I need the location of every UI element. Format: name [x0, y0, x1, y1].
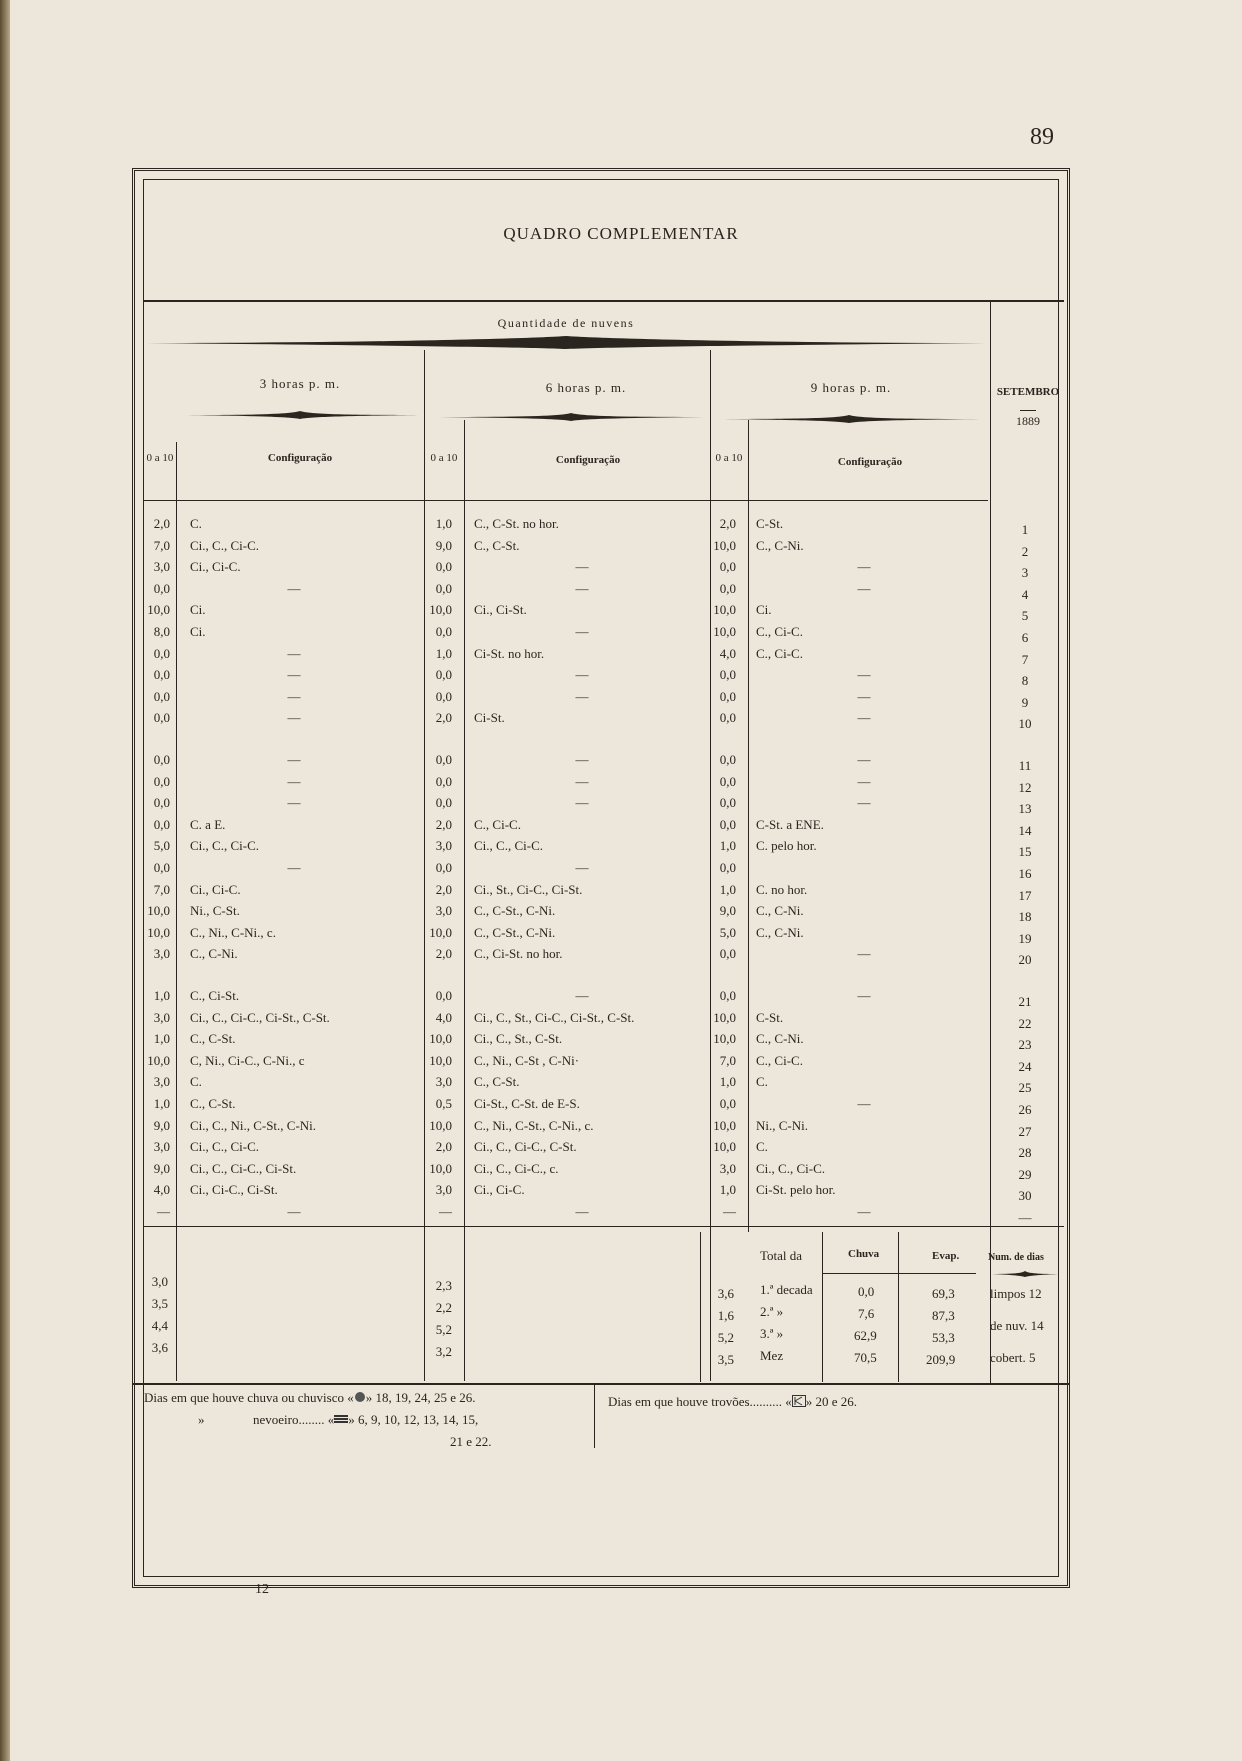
- cloud-config-9pm: Ni., C-Ni.: [756, 1117, 808, 1133]
- cloud-config-3pm: —: [287, 1204, 301, 1219]
- cloud-config-9pm: C., C-Ni.: [756, 537, 804, 553]
- cloud-amount-9pm: 0,0: [719, 1096, 736, 1111]
- cloud-config-3pm: C.: [190, 1074, 202, 1090]
- cloud-amount-3pm: 7,0: [153, 881, 170, 897]
- cloud-config-9pm: C., C-Ni.: [756, 924, 804, 940]
- cloud-amount-6pm: 9,0: [435, 537, 452, 553]
- cloud-config-6pm: —: [575, 773, 589, 789]
- day-number: 18: [1018, 909, 1032, 925]
- cloud-config-3pm: —: [287, 795, 301, 811]
- col-scale-3pm: 0 a 10: [146, 452, 174, 464]
- num-days-ornament: [990, 1270, 1060, 1278]
- cloud-amount-9pm: 3,0: [719, 1160, 736, 1176]
- cloud-config-3pm: Ci., C., Ci-C., Ci-St.: [190, 1160, 297, 1176]
- cloud-amount-9pm: 0,0: [719, 795, 736, 811]
- period-9pm: 9 horas p. m.: [810, 380, 892, 395]
- cloud-config-9pm: —: [857, 710, 871, 726]
- cloud-amount-9pm: 0,0: [719, 773, 736, 789]
- cloud-config-6pm: —: [575, 860, 589, 875]
- col-config-9pm: Configuração: [837, 456, 903, 468]
- cloud-config-6pm: Ci., Ci-St.: [474, 602, 527, 618]
- fog-days-label: nevoeiro: [253, 1412, 299, 1427]
- cloud-amount-6pm: 3,0: [435, 1074, 452, 1090]
- cloud-config-3pm: Ni., C-St.: [190, 903, 240, 919]
- cloud-amount-9pm: 0,0: [719, 667, 736, 683]
- rain-days-values: 18, 19, 24, 25 e 26.: [375, 1390, 476, 1405]
- cloud-config-6pm: —: [575, 559, 589, 575]
- cloud-amount-9pm: 9,0: [719, 903, 736, 919]
- period-ornament: [180, 410, 420, 420]
- day-number: 26: [1018, 1102, 1032, 1117]
- cloud-config-3pm: Ci., Ci-C.: [190, 881, 241, 897]
- day-number: 8: [1021, 673, 1029, 689]
- total-label: 3.ª »: [760, 1326, 784, 1341]
- fog-days-values: 6, 9, 10, 12, 13, 14, 15,: [357, 1412, 479, 1427]
- cloud-amount-6pm: 0,0: [435, 752, 452, 767]
- day-number: 5: [1021, 608, 1029, 624]
- days-overcast: cobert. 5: [990, 1350, 1036, 1365]
- cloud-config-6pm: Ci., C., St., Ci-C., Ci-St., C-St.: [474, 1009, 635, 1025]
- cloud-config-6pm: Ci-St., C-St. de E-S.: [474, 1096, 580, 1111]
- cloud-amount-6pm: 1,0: [435, 516, 452, 531]
- cloud-config-3pm: —: [287, 773, 301, 789]
- cloud-amount-6pm: 2,0: [435, 710, 452, 726]
- cloud-config-3pm: Ci.: [190, 624, 206, 639]
- thunder-dots: ..........: [749, 1394, 783, 1409]
- cloud-config-6pm: C., Ni., C-St., C-Ni., c.: [474, 1117, 594, 1133]
- fog-dots: ........: [298, 1412, 325, 1427]
- cloud-amount-6pm: 0,0: [435, 795, 452, 811]
- cloud-amount-6pm: 3,0: [435, 903, 452, 919]
- days-cloudy: de nuv. 14: [990, 1318, 1044, 1333]
- cloud-config-9pm: C.: [756, 1139, 768, 1155]
- cloud-amount-9pm: 10,0: [713, 1139, 736, 1155]
- cloud-amount-9pm: 0,0: [719, 559, 736, 575]
- cloud-amount-9pm: 1,0: [719, 1074, 736, 1090]
- day-number: 1: [1021, 522, 1029, 537]
- day-number: 13: [1018, 801, 1032, 817]
- cloud-config-9pm: C. no hor.: [756, 881, 808, 897]
- day-number: 4: [1021, 586, 1029, 602]
- day-number: 28: [1018, 1145, 1032, 1161]
- cloud-amount-6pm: 10,0: [429, 1117, 452, 1133]
- cloud-amount-6pm: 2,0: [435, 946, 452, 962]
- cloud-config-9pm: —: [857, 1096, 871, 1111]
- cloud-config-9pm: C. pelo hor.: [756, 838, 817, 854]
- thunder-days-line: [608, 1394, 857, 1410]
- avg-9pm: 5,2: [717, 1330, 734, 1345]
- evap-value: 87,3: [932, 1308, 955, 1323]
- cloud-amount-9pm: 0,0: [719, 710, 736, 726]
- cloud-amount-6pm: 0,0: [435, 667, 452, 683]
- evap-value: 53,3: [932, 1330, 955, 1345]
- cloud-amount-6pm: 10,0: [429, 1052, 452, 1068]
- cloud-config-6pm: —: [575, 795, 589, 811]
- day-number: 15: [1018, 844, 1032, 860]
- day-number: 23: [1018, 1037, 1032, 1053]
- day-number: 17: [1018, 887, 1032, 903]
- cloud-amount-9pm: 0,0: [719, 580, 736, 596]
- period-3pm: 3 horas p. m.: [259, 376, 341, 391]
- cloud-amount-3pm: 0,0: [153, 580, 170, 596]
- cloud-amount-3pm: 0,0: [153, 773, 170, 789]
- cloud-config-3pm: Ci., Ci-C.: [190, 559, 241, 575]
- cloud-config-3pm: —: [287, 667, 301, 683]
- cloud-config-3pm: Ci., C., Ni., C-St., C-Ni.: [190, 1117, 317, 1133]
- cloud-config-3pm: Ci., C., Ci-C.: [190, 838, 259, 854]
- avg-3pm: 3,6: [151, 1340, 168, 1355]
- cloud-amount-6pm: 4,0: [435, 1009, 452, 1025]
- cloud-amount-3pm: 1,0: [153, 1096, 170, 1111]
- cloud-config-9pm: —: [857, 752, 871, 767]
- cloud-config-3pm: —: [287, 645, 301, 661]
- rain-drop-icon: « »: [347, 1390, 373, 1405]
- cloud-amount-3pm: 3,0: [153, 946, 170, 962]
- cloud-amount-3pm: 4,0: [153, 1182, 170, 1198]
- cloud-config-6pm: —: [575, 624, 589, 639]
- cloud-config-6pm: C., C-St. no hor.: [474, 516, 559, 531]
- cloud-config-9pm: Ci-St. pelo hor.: [756, 1182, 836, 1198]
- avg-9pm: 3,6: [717, 1286, 734, 1301]
- cloud-config-3pm: C., C-St.: [190, 1031, 236, 1047]
- day-number: 27: [1018, 1123, 1032, 1139]
- rain-header: Chuva: [848, 1248, 880, 1260]
- cloud-config-9pm: —: [857, 773, 871, 789]
- rain-value: 62,9: [854, 1328, 877, 1343]
- day-number: 6: [1021, 630, 1029, 645]
- avg-3pm: 3,0: [151, 1274, 168, 1289]
- evap-header: Evap.: [932, 1250, 960, 1262]
- cloud-config-6pm: C., C-St.: [474, 537, 520, 553]
- cloud-config-9pm: C., C-Ni.: [756, 903, 804, 919]
- cloud-amount-9pm: 10,0: [713, 1009, 736, 1025]
- cloud-amount-3pm: 0,0: [153, 816, 170, 832]
- day-number: 9: [1021, 694, 1029, 710]
- cloud-amount-3pm: 0,0: [153, 688, 170, 704]
- day-number: 11: [1018, 758, 1032, 773]
- cloud-config-3pm: Ci.: [190, 602, 206, 618]
- period-ornament: [716, 414, 982, 424]
- day-number: 25: [1018, 1080, 1032, 1096]
- evap-value: 69,3: [932, 1286, 955, 1301]
- cloud-amount-3pm: 3,0: [153, 1074, 170, 1090]
- cloud-amount-3pm: 10,0: [147, 903, 170, 919]
- cloud-amount-3pm: —: [157, 1204, 170, 1219]
- rain-days-line: [144, 1390, 476, 1406]
- cloud-amount-3pm: 0,0: [153, 667, 170, 683]
- cloud-config-3pm: —: [287, 860, 301, 875]
- cloud-config-9pm: C., Ci-C.: [756, 624, 803, 639]
- cloud-config-9pm: —: [857, 946, 871, 962]
- cloud-config-3pm: C, Ni., Ci-C., C-Ni., c: [190, 1052, 305, 1068]
- cloud-amount-9pm: 0,0: [719, 816, 736, 832]
- page-number: 89: [1030, 124, 1054, 150]
- fog-days-values-continued: 21 e 22.: [450, 1434, 492, 1449]
- cloud-amount-6pm: 0,0: [435, 860, 452, 875]
- cloud-amount-9pm: 10,0: [713, 1117, 736, 1133]
- day-number: 10: [1018, 716, 1032, 732]
- cloud-amount-9pm: 4,0: [719, 645, 736, 661]
- cloud-amount-6pm: 0,0: [435, 624, 452, 639]
- thunder-days-label: Dias em que houve trovões: [608, 1394, 750, 1409]
- col-scale-6pm: 0 a 10: [430, 452, 458, 464]
- cloud-config-6pm: —: [575, 988, 589, 1003]
- cloud-amount-3pm: 7,0: [153, 537, 170, 553]
- cloud-amount-9pm: 0,0: [719, 988, 736, 1003]
- page-binding-edge: [0, 0, 10, 1761]
- cloud-amount-6pm: 0,0: [435, 773, 452, 789]
- cloud-config-6pm: Ci., C., Ci-C.: [474, 838, 543, 854]
- cloud-config-3pm: C., C-Ni.: [190, 946, 238, 962]
- cloud-amount-3pm: 2,0: [153, 516, 170, 531]
- cloud-config-6pm: C., Ni., C-St , C-Ni·: [474, 1052, 580, 1068]
- cloud-config-9pm: Ci., C., Ci-C.: [756, 1160, 825, 1176]
- day-number: 19: [1018, 930, 1032, 946]
- thunder-days-values: 20 e 26.: [815, 1394, 858, 1409]
- month-label: SETEMBRO: [996, 386, 1060, 398]
- page-title: QUADRO COMPLEMENTAR: [503, 224, 739, 243]
- day-number: —: [1018, 1210, 1032, 1225]
- cloud-amount-9pm: 10,0: [713, 624, 736, 639]
- day-number: 7: [1021, 651, 1029, 667]
- cloud-amount-3pm: 5,0: [153, 838, 170, 854]
- avg-9pm: 3,5: [717, 1352, 734, 1367]
- cloud-config-6pm: C., Ci-St. no hor.: [474, 946, 563, 962]
- cloud-config-9pm: —: [857, 988, 871, 1003]
- cloud-amount-9pm: 0,0: [719, 752, 736, 767]
- cloud-amount-3pm: 0,0: [153, 795, 170, 811]
- day-number: 12: [1018, 779, 1032, 795]
- cloud-amount-6pm: 2,0: [435, 881, 452, 897]
- cloud-amount-3pm: 0,0: [153, 860, 170, 875]
- period-6pm: 6 horas p. m.: [545, 380, 627, 395]
- cloud-amount-9pm: 1,0: [719, 881, 736, 897]
- cloud-config-3pm: C., Ci-St.: [190, 988, 240, 1003]
- cloud-config-6pm: Ci., St., Ci-C., Ci-St.: [474, 881, 583, 897]
- cloud-config-6pm: C., C-St.: [474, 1074, 520, 1090]
- cloud-config-3pm: C.: [190, 516, 202, 531]
- cloud-config-3pm: Ci., C., Ci-C.: [190, 537, 259, 553]
- cloud-config-6pm: Ci., C., Ci-C., C-St.: [474, 1139, 577, 1155]
- cloud-amount-6pm: 0,0: [435, 559, 452, 575]
- cloud-amount-6pm: 0,0: [435, 580, 452, 596]
- rain-days-label: Dias em que houve chuva ou chuvisco: [144, 1390, 345, 1405]
- cloud-config-3pm: —: [287, 710, 301, 726]
- col-config-3pm: Configuração: [267, 452, 333, 464]
- day-number: 30: [1018, 1188, 1032, 1204]
- fog-quote: »: [198, 1412, 205, 1427]
- cloud-config-6pm: Ci-St. no hor.: [474, 645, 545, 661]
- cloud-amount-9pm: 1,0: [719, 1182, 736, 1198]
- cloud-config-3pm: —: [287, 752, 301, 767]
- total-label: Mez: [760, 1348, 784, 1363]
- fog-icon: « »: [327, 1412, 355, 1427]
- cloud-amount-6pm: 1,0: [435, 645, 452, 661]
- cloud-config-6pm: —: [575, 688, 589, 704]
- cloud-config-6pm: —: [575, 667, 589, 683]
- cloud-config-9pm: —: [857, 559, 871, 575]
- cloud-amount-6pm: —: [439, 1204, 452, 1219]
- cloud-config-3pm: C., Ni., C-Ni., c.: [190, 924, 276, 940]
- period-ornament: [436, 412, 706, 422]
- cloud-amount-3pm: 0,0: [153, 645, 170, 661]
- cloud-config-9pm: —: [857, 795, 871, 811]
- cloud-amount-3pm: 0,0: [153, 752, 170, 767]
- cloud-config-9pm: Ci.: [756, 602, 772, 618]
- cloud-config-6pm: Ci., C., Ci-C., c.: [474, 1160, 559, 1176]
- cloud-amount-3pm: 10,0: [147, 602, 170, 618]
- cloud-amount-9pm: 5,0: [719, 924, 736, 940]
- cloud-amount-3pm: 3,0: [153, 559, 170, 575]
- avg-3pm: 4,4: [151, 1318, 168, 1333]
- col-config-6pm: Configuração: [555, 454, 621, 466]
- cloud-config-9pm: —: [857, 667, 871, 683]
- cloud-amount-6pm: 10,0: [429, 602, 452, 618]
- totals-header: Total da: [760, 1248, 803, 1263]
- cloud-amount-9pm: 10,0: [713, 602, 736, 618]
- cloud-config-9pm: —: [857, 580, 871, 596]
- avg-9pm: 1,6: [717, 1308, 734, 1323]
- cloud-config-3pm: —: [287, 580, 301, 596]
- cloud-config-9pm: C., Ci-C.: [756, 1052, 803, 1068]
- total-label: 1.ª decada: [760, 1282, 813, 1297]
- cloud-amount-3pm: 3,0: [153, 1139, 170, 1155]
- cloud-config-6pm: —: [575, 752, 589, 767]
- cloud-config-6pm: C., C-St., C-Ni.: [474, 903, 556, 919]
- day-number: 2: [1021, 543, 1029, 559]
- fog-days-line: [198, 1412, 478, 1428]
- cloud-amount-3pm: 8,0: [153, 624, 170, 639]
- cloud-config-6pm: C., C-St., C-Ni.: [474, 924, 556, 940]
- cloud-config-3pm: C. a E.: [190, 816, 226, 832]
- cloud-config-6pm: Ci., Ci-C.: [474, 1182, 525, 1198]
- cloud-config-3pm: Ci., C., Ci-C., Ci-St., C-St.: [190, 1009, 330, 1025]
- signature-number: 12: [255, 1582, 269, 1597]
- cloud-amount-9pm: 7,0: [719, 1052, 736, 1068]
- thunder-icon: « »: [785, 1394, 813, 1409]
- avg-3pm: 3,5: [151, 1296, 168, 1311]
- num-days-header: Num. de dias: [988, 1252, 1044, 1263]
- cloud-amount-3pm: 10,0: [147, 924, 170, 940]
- day-number: 14: [1018, 822, 1032, 838]
- cloud-amount-9pm: —: [723, 1204, 736, 1219]
- avg-6pm: 3,2: [435, 1344, 452, 1359]
- cloud-amount-9pm: 0,0: [719, 946, 736, 962]
- cloud-config-3pm: Ci., C., Ci-C.: [190, 1139, 259, 1155]
- day-number: 21: [1018, 994, 1032, 1009]
- cloud-amount-6pm: 2,0: [435, 1139, 452, 1155]
- cloud-config-9pm: —: [857, 1204, 871, 1219]
- cloud-amount-9pm: 1,0: [719, 838, 736, 854]
- cloud-amount-6pm: 10,0: [429, 924, 452, 940]
- cloud-config-6pm: —: [575, 580, 589, 596]
- header-ornament: [144, 336, 988, 350]
- col-scale-9pm: 0 a 10: [715, 452, 743, 464]
- cloud-config-6pm: —: [575, 1204, 589, 1219]
- rain-value: 7,6: [858, 1306, 875, 1321]
- day-number: 3: [1021, 565, 1029, 581]
- cloud-amount-6pm: 0,0: [435, 688, 452, 704]
- cloud-amount-6pm: 3,0: [435, 1182, 452, 1198]
- cloud-config-9pm: C-St. a ENE.: [756, 816, 824, 832]
- avg-6pm: 5,2: [435, 1322, 452, 1337]
- cloud-amount-9pm: 2,0: [719, 516, 736, 531]
- cloud-config-9pm: C., C-Ni.: [756, 1031, 804, 1047]
- cloud-amount-6pm: 0,5: [435, 1096, 452, 1111]
- cloud-amount-3pm: 9,0: [153, 1160, 170, 1176]
- cloud-amount-9pm: 0,0: [719, 688, 736, 704]
- cloud-amount-3pm: 9,0: [153, 1117, 170, 1133]
- cloud-config-6pm: Ci., C., St., C-St.: [474, 1031, 563, 1047]
- cloud-amount-3pm: 1,0: [153, 1031, 170, 1047]
- cloud-config-6pm: C., Ci-C.: [474, 816, 521, 832]
- cloud-amount-3pm: 3,0: [153, 1009, 170, 1025]
- cloud-config-9pm: C-St.: [756, 1009, 784, 1025]
- cloud-amount-3pm: 0,0: [153, 710, 170, 726]
- cloud-config-6pm: Ci-St.: [474, 710, 505, 726]
- avg-6pm: 2,3: [435, 1278, 452, 1293]
- cloud-config-9pm: —: [857, 688, 871, 704]
- evap-value: 209,9: [926, 1352, 956, 1367]
- cloud-amount-6pm: 10,0: [429, 1160, 452, 1176]
- days-clear: limpos 12: [990, 1286, 1042, 1301]
- cloud-config-3pm: —: [287, 688, 301, 704]
- cloud-amount-3pm: 10,0: [147, 1052, 170, 1068]
- cloud-config-9pm: C.: [756, 1074, 768, 1090]
- day-number: 22: [1018, 1015, 1032, 1031]
- cloud-amount-9pm: 10,0: [713, 537, 736, 553]
- avg-6pm: 2,2: [435, 1300, 452, 1315]
- cloud-config-3pm: Ci., Ci-C., Ci-St.: [190, 1182, 278, 1198]
- cloud-amount-6pm: 10,0: [429, 1031, 452, 1047]
- cloud-amount-9pm: 0,0: [719, 860, 736, 875]
- cloud-amount-6pm: 3,0: [435, 838, 452, 854]
- day-number: 20: [1018, 952, 1032, 968]
- cloud-amount-3pm: 1,0: [153, 988, 170, 1003]
- rain-value: 70,5: [854, 1350, 877, 1365]
- cloud-amount-9pm: 10,0: [713, 1031, 736, 1047]
- cloud-quantity-header: Quantidade de nuvens: [497, 316, 635, 330]
- cloud-amount-6pm: 0,0: [435, 988, 452, 1003]
- cloud-config-9pm: C., Ci-C.: [756, 645, 803, 661]
- day-number: 16: [1018, 866, 1032, 881]
- cloud-config-9pm: C-St.: [756, 516, 784, 531]
- day-number: 24: [1018, 1058, 1032, 1074]
- cloud-config-3pm: C., C-St.: [190, 1096, 236, 1111]
- day-number: 29: [1018, 1166, 1032, 1182]
- total-label: 2.ª »: [760, 1304, 784, 1319]
- cloud-amount-6pm: 2,0: [435, 816, 452, 832]
- rain-value: 0,0: [858, 1284, 875, 1299]
- year-label: 1889: [1016, 414, 1040, 428]
